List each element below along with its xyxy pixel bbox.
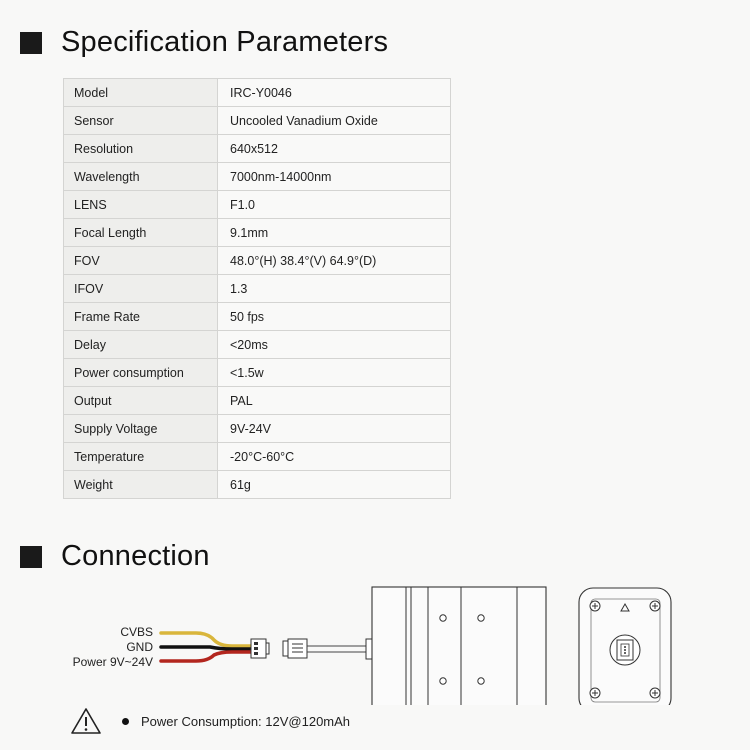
- spec-value: 9.1mm: [218, 219, 451, 247]
- connection-section-title: [20, 540, 210, 573]
- spec-key: Focal Length: [64, 219, 218, 247]
- power-note-row: [70, 707, 350, 735]
- spec-key: Resolution: [64, 135, 218, 163]
- spec-value: 61g: [218, 471, 451, 499]
- spec-key: LENS: [64, 191, 218, 219]
- spec-key: Supply Voltage: [64, 415, 218, 443]
- camera-back-view-icon: [579, 588, 671, 705]
- spec-value: Uncooled Vanadium Oxide: [218, 107, 451, 135]
- spec-key: Weight: [64, 471, 218, 499]
- spec-key: Power consumption: [64, 359, 218, 387]
- wire-harness: [161, 633, 252, 661]
- camera-side-view-icon: [372, 587, 546, 705]
- left-connector-icon: [251, 639, 269, 658]
- spec-row: [64, 387, 451, 415]
- warning-icon: [70, 707, 102, 735]
- spec-row: [64, 471, 451, 499]
- spec-row: [64, 79, 451, 107]
- spec-key: Sensor: [64, 107, 218, 135]
- spec-value: IRC-Y0046: [218, 79, 451, 107]
- cvbs-wire: [161, 633, 252, 646]
- spec-key: Delay: [64, 331, 218, 359]
- spec-value: 640x512: [218, 135, 451, 163]
- spec-row: [64, 443, 451, 471]
- spec-key: Output: [64, 387, 218, 415]
- spec-key: Model: [64, 79, 218, 107]
- spec-value: 1.3: [218, 275, 451, 303]
- spec-table: [63, 78, 451, 499]
- spec-value: PAL: [218, 387, 451, 415]
- spec-row: [64, 359, 451, 387]
- spec-row: [64, 415, 451, 443]
- camera-cable: [307, 639, 372, 659]
- gnd-wire: [161, 647, 252, 649]
- spec-row: [64, 135, 451, 163]
- spec-value: 48.0°(H) 38.4°(V) 64.9°(D): [218, 247, 451, 275]
- spec-value: 9V-24V: [218, 415, 451, 443]
- spec-row: [64, 331, 451, 359]
- spec-value: 7000nm-14000nm: [218, 163, 451, 191]
- connection-diagram: [0, 580, 750, 705]
- spec-value: -20°C-60°C: [218, 443, 451, 471]
- gnd-label: GND: [126, 640, 153, 654]
- title-square-icon: [20, 546, 42, 568]
- power-label: Power 9V~24V: [72, 655, 153, 669]
- spec-key: IFOV: [64, 275, 218, 303]
- spec-key: Frame Rate: [64, 303, 218, 331]
- spec-value: 50 fps: [218, 303, 451, 331]
- bullet-icon: [122, 718, 129, 725]
- connection-title-text: Connection: [61, 540, 210, 572]
- title-square-icon: [20, 32, 42, 54]
- spec-key: FOV: [64, 247, 218, 275]
- spec-row: [64, 163, 451, 191]
- spec-title-text: Specification Parameters: [61, 26, 389, 58]
- power-wire: [161, 652, 252, 661]
- power-consumption-note: Power Consumption: 12V@120mAh: [141, 713, 351, 729]
- spec-row: [64, 191, 451, 219]
- cvbs-label: CVBS: [120, 625, 153, 639]
- spec-row: [64, 275, 451, 303]
- spec-key: Wavelength: [64, 163, 218, 191]
- spec-row: [64, 219, 451, 247]
- spec-row: [64, 247, 451, 275]
- spec-row: [64, 107, 451, 135]
- spec-section-title: [20, 26, 388, 59]
- spec-row: [64, 303, 451, 331]
- right-connector-icon: [283, 639, 307, 658]
- spec-value: <1.5w: [218, 359, 451, 387]
- spec-value: F1.0: [218, 191, 451, 219]
- spec-key: Temperature: [64, 443, 218, 471]
- spec-value: <20ms: [218, 331, 451, 359]
